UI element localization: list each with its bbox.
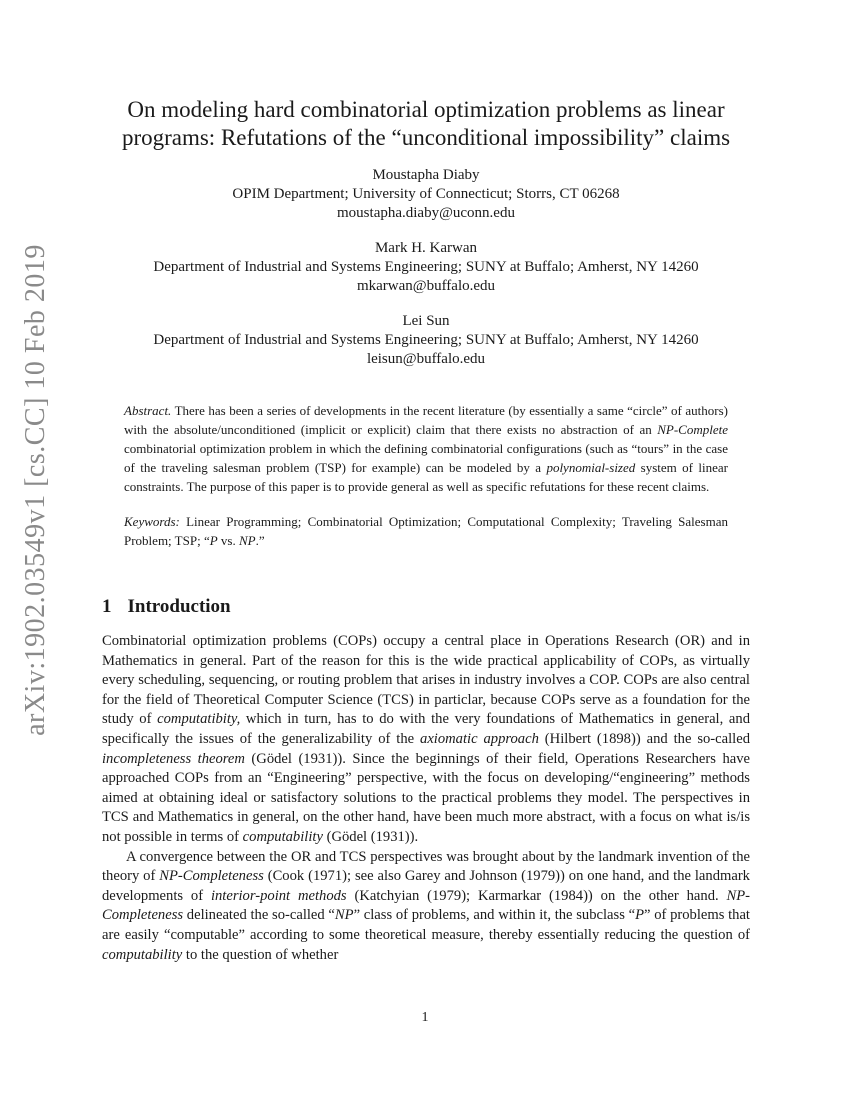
section-number: 1 xyxy=(102,596,112,617)
paragraph-emphasis: P xyxy=(635,907,644,924)
arxiv-identifier: arXiv:1902.03549v1 [cs.CC] 10 Feb 2019 xyxy=(20,244,51,736)
keywords-emphasis: P xyxy=(209,533,218,548)
abstract-emphasis: polynomial-sized xyxy=(546,460,636,475)
author-block-2 xyxy=(102,239,750,296)
section-title: Introduction xyxy=(127,596,231,617)
paragraph-emphasis: computatibity, xyxy=(157,711,241,728)
author-affiliation: Department of Industrial and Systems Engineering; SUNY at Buffalo; Amherst, NY 14260 xyxy=(153,259,699,275)
abstract xyxy=(124,401,728,496)
paragraph-emphasis: incompleteness theorem xyxy=(102,750,245,767)
section-heading xyxy=(102,596,750,618)
paragraph-text: A convergence between the OR and TCS perspectives was brought about by the landmark invention of the theory of xyxy=(102,848,750,885)
paragraph-text: ” class of problems, and within it, the subclass “ xyxy=(353,907,636,924)
paragraph-text: ” of problems that are easily “computable” according to some theoretical measure, thereby essentially reducing the question of xyxy=(102,907,750,943)
author-block-1 xyxy=(102,166,750,223)
author-name: Moustapha Diaby xyxy=(372,167,480,183)
author-block-3 xyxy=(102,312,750,369)
paragraph-text: to the question of whether xyxy=(182,946,339,963)
author-name: Lei Sun xyxy=(402,313,450,329)
abstract-text: combinatorial optimization problem in which the defining combinatorial configurations (such as “tours” in the case of the traveling salesman problem (TSP) for example) can be modeled by a xyxy=(124,441,728,475)
paragraph-emphasis: NP-Completeness xyxy=(102,887,751,924)
keywords-text: vs. xyxy=(217,533,239,548)
author-name: Mark H. Karwan xyxy=(374,240,478,256)
paragraph-text: (Gödel (1931)). xyxy=(322,828,419,845)
author-email: mkarwan@buffalo.edu xyxy=(356,278,496,294)
page-number: 1 xyxy=(421,1010,429,1025)
paragraph-emphasis: axiomatic approach xyxy=(420,730,539,747)
author-email: moustapha.diaby@uconn.edu xyxy=(337,205,515,221)
paragraph-emphasis: NP-Completeness xyxy=(159,868,264,885)
paragraph xyxy=(102,848,750,966)
keywords-label: Keywords: xyxy=(124,514,180,529)
paragraph-text: which in turn, has to do with the very foundations of Mathematics in general, and specifically the issues of the generalizability of the xyxy=(102,711,750,747)
author-affiliation: Department of Industrial and Systems Engineering; SUNY at Buffalo; Amherst, NY 14260 xyxy=(153,332,699,348)
abstract-label: Abstract. xyxy=(124,403,172,418)
paragraph-text: (Cook (1971); see also Garey and Johnson (1979)) on one hand, and the landmark developments of xyxy=(102,868,750,904)
keywords xyxy=(124,512,728,550)
arxiv-side-stamp xyxy=(0,0,70,1100)
paragraph-text: (Katchyian (1979); Karmarkar (1984)) on the other hand. xyxy=(346,887,727,904)
abstract-emphasis: NP-Complete xyxy=(657,422,728,437)
paragraph-text: delineated the so-called “ xyxy=(183,907,335,924)
paragraph-text: Combinatorial optimization problems (COPs) occupy a central place in Operations Research (OR) and in Mathematics in general. Part of the reason for this is the wide practical applicability of COPs, as virtually every scheduling, sequencing, or routing problem that arises in industry involves a COP. COPs are also central for the field of Theoretical Computer Science (TCS) in particlar, because COPs serve as a foundation for the study of xyxy=(102,633,750,728)
section-body xyxy=(102,632,750,965)
keywords-text: Linear Programming; Combinatorial Optimization; Computational Complexity; Traveling Salesman Problem; TSP; “ xyxy=(124,514,728,548)
paragraph-emphasis: computability xyxy=(242,828,323,845)
paragraph-emphasis: computability xyxy=(102,946,183,963)
paragraph-emphasis: interior-point methods xyxy=(210,887,347,904)
paper-page xyxy=(102,96,750,965)
paragraph-text: (Gödel (1931)). Since the beginnings of their field, Operations Researchers have approached COPs from an “Engineering” perspective, with the focus on developing/“engineering” methods aimed at obtaining ideal or satisfactory solutions to the practical problems they model. The perspectives in TCS and Mathematics in general, on the other hand, have been much more abstract, with a focus on what is/is not possible in terms of xyxy=(102,750,750,845)
paper-title: On modeling hard combinatorial optimization problems as linear programs: Refutations of the “unconditional impossibility” claims xyxy=(121,97,731,150)
paragraph-text: (Hilbert (1898)) and the so-called xyxy=(538,730,751,747)
paragraph xyxy=(102,632,750,848)
keywords-emphasis: NP xyxy=(238,533,256,548)
paragraph-emphasis: NP xyxy=(334,907,354,924)
abstract-text: There has been a series of developments in the recent literature (by essentially a same “circle” of authors) with the absolute/unconditioned (implicit or explicit) claim that there exists no abstraction of an xyxy=(124,403,728,437)
author-affiliation: OPIM Department; University of Connecticut; Storrs, CT 06268 xyxy=(232,186,620,202)
keywords-text: .” xyxy=(255,533,265,548)
author-email: leisun@buffalo.edu xyxy=(366,351,486,367)
abstract-text: system of linear constraints. The purpose of this paper is to provide general as well as specific refutations for these recent claims. xyxy=(124,460,728,494)
